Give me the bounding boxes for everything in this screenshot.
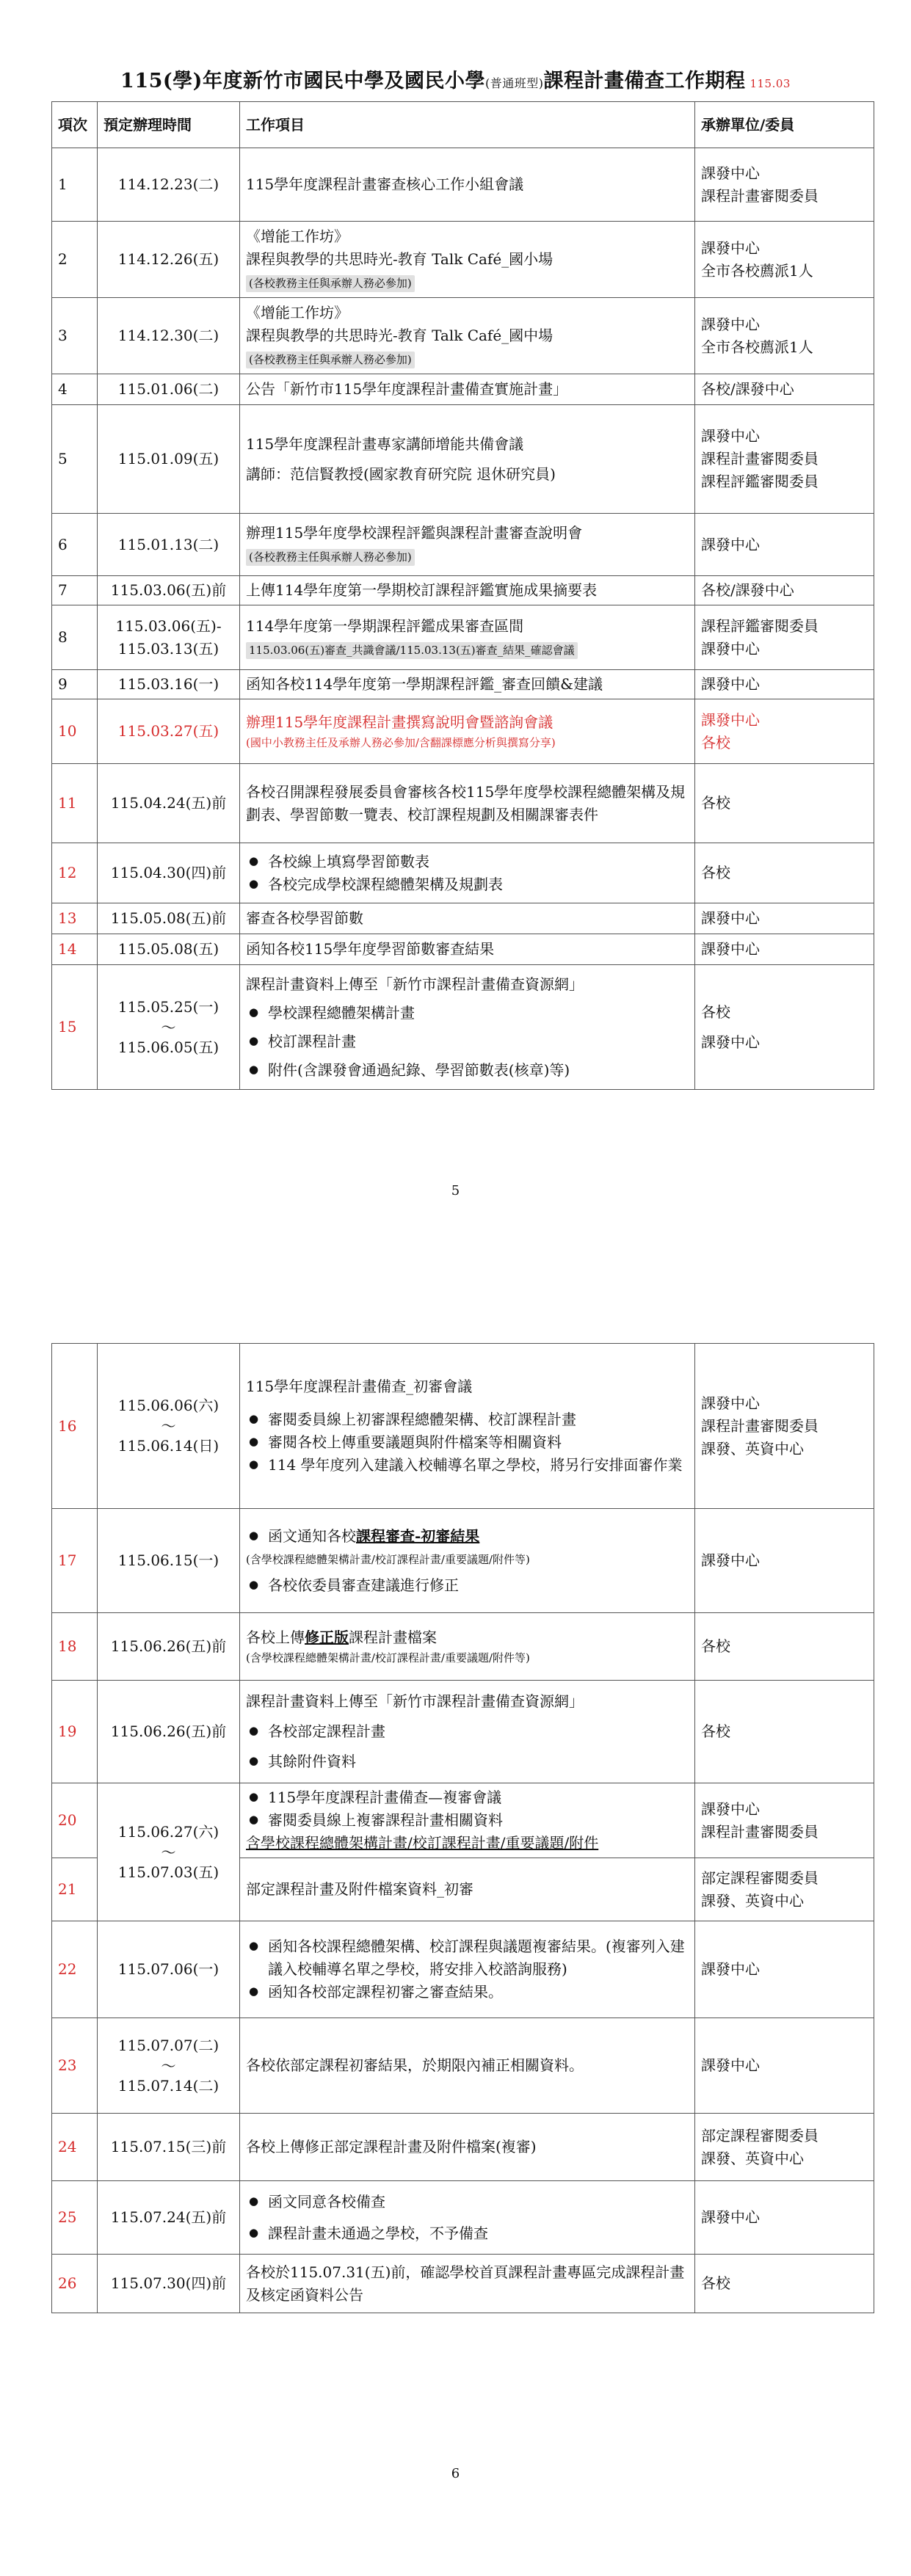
row-date: 115.05.25(一) ～ 115.06.05(五) bbox=[98, 965, 240, 1090]
table-row bbox=[52, 1783, 874, 1858]
schedule-table-page-5 bbox=[51, 101, 874, 1090]
row-unit: 課發中心 bbox=[695, 1509, 874, 1613]
row-task: 部定課程計畫及附件檔案資料_初審 bbox=[240, 1858, 695, 1921]
row-no: 16 bbox=[52, 1344, 98, 1509]
row-unit: 課發中心 課程計畫審閱委員 課程評鑑審閱委員 bbox=[695, 405, 874, 514]
row-date: 115.07.06(一) bbox=[98, 1921, 240, 2018]
table-row bbox=[52, 764, 874, 843]
bullet-item: ● 課程計畫未通過之學校，不予備查 bbox=[246, 2222, 689, 2245]
row-date: 115.03.06(五)前 bbox=[98, 576, 240, 605]
row-task: 公告「新竹市115學年度課程計畫備查實施計畫」 bbox=[240, 374, 695, 405]
row-task: 各校上傳修正部定課程計畫及附件檔案(複審) bbox=[240, 2114, 695, 2181]
page-number: 6 bbox=[451, 2466, 460, 2481]
table-row bbox=[52, 699, 874, 764]
row-task: 各校於115.07.31(五)前，確認學校首頁課程計畫專區完成課程計畫及核定函資料公告 bbox=[240, 2255, 695, 2313]
header-time: 預定辦理時間 bbox=[98, 102, 240, 148]
row-no: 19 bbox=[52, 1681, 98, 1783]
row-no: 24 bbox=[52, 2114, 98, 2181]
row-date: 115.07.30(四)前 bbox=[98, 2255, 240, 2313]
row-task: 辦理115學年度學校課程評鑑與課程計畫審查說明會 (各校教務主任與承辦人務必參加) bbox=[240, 514, 695, 576]
table-row bbox=[52, 1681, 874, 1783]
row-unit: 各校 bbox=[695, 843, 874, 903]
row-date: 115.03.06(五)- 115.03.13(五) bbox=[98, 605, 240, 670]
table-row bbox=[52, 2255, 874, 2313]
bullet-item: ● 各校部定課程計畫 bbox=[246, 1720, 689, 1743]
row-unit: 課發中心 全市各校薦派1人 bbox=[695, 222, 874, 298]
table-row bbox=[52, 298, 874, 374]
bullet-item: ● 審閱委員線上初審課程總體架構、校訂課程計畫 bbox=[246, 1408, 689, 1431]
bullet-item: ● 審閱委員線上複審課程計畫相關資料 bbox=[246, 1809, 689, 1832]
row-task: 114學年度第一學期課程評鑑成果審查區間 115.03.06(五)審查_共識會議/115.03.13(五)審查_結果_確認會議 bbox=[240, 605, 695, 670]
bullet-item: ● 函知各校課程總體架構、校訂課程與議題複審結果。(複審列入建議入校輔導名單之學校，將安排入校諮詢服務) bbox=[246, 1935, 689, 1981]
bullet-item: ● 校訂課程計畫 bbox=[246, 1030, 689, 1053]
note-badge: (各校教務主任與承辦人務必參加) bbox=[246, 352, 415, 368]
row-no: 11 bbox=[52, 764, 98, 843]
row-unit: 各校 bbox=[695, 1613, 874, 1681]
row-unit: 課發中心 課程計畫審閱委員 bbox=[695, 148, 874, 222]
bullet-item: ● 其餘附件資料 bbox=[246, 1750, 689, 1773]
row-no: 18 bbox=[52, 1613, 98, 1681]
row-task: 115學年度課程計畫專家講師增能共備會議 講師：范信賢教授(國家教育研究院 退休研究員) bbox=[240, 405, 695, 514]
row-unit: 課發中心 bbox=[695, 670, 874, 699]
bullet-item: ● 審閱各校上傳重要議題與附件檔案等相關資料 bbox=[246, 1431, 689, 1454]
table-row bbox=[52, 2018, 874, 2114]
row-task: 課程計畫資料上傳至「新竹市課程計畫備查資源網」 ● 各校部定課程計畫 ● 其餘附件資料 bbox=[240, 1681, 695, 1783]
table-row bbox=[52, 670, 874, 699]
table-row bbox=[52, 1509, 874, 1613]
table-row bbox=[52, 1344, 874, 1509]
row-no: 25 bbox=[52, 2181, 98, 2255]
row-unit: 各校 bbox=[695, 2255, 874, 2313]
title-small: (普通班型) bbox=[484, 76, 544, 90]
row-task bbox=[240, 843, 695, 903]
page-number: 5 bbox=[451, 1183, 460, 1198]
row-date: 115.06.06(六) ～ 115.06.14(日) bbox=[98, 1344, 240, 1509]
row-date: 115.03.16(一) bbox=[98, 670, 240, 699]
row-date: 115.06.15(一) bbox=[98, 1509, 240, 1613]
row-unit: 部定課程審閱委員 課發、英資中心 bbox=[695, 2114, 874, 2181]
bullet-item: ● 各校線上填寫學習節數表 bbox=[246, 851, 689, 873]
schedule-table-page-6 bbox=[51, 1343, 874, 2313]
row-date: 115.04.24(五)前 bbox=[98, 764, 240, 843]
row-task: 《增能工作坊》 課程與教學的共思時光-教育 Talk Café_國小場 (各校教務主任與承辦人務必參加) bbox=[240, 222, 695, 298]
note-badge: (各校教務主任與承辦人務必參加) bbox=[246, 549, 415, 566]
table-row bbox=[52, 514, 874, 576]
row-no: 2 bbox=[52, 222, 98, 298]
row-date: 114.12.23(二) bbox=[98, 148, 240, 222]
row-date: 114.12.30(二) bbox=[98, 298, 240, 374]
header-unit: 承辦單位/委員 bbox=[695, 102, 874, 148]
row-no: 14 bbox=[52, 934, 98, 965]
table-row bbox=[52, 148, 874, 222]
bullet-item: ● 115學年度課程計畫備查—複審會議 bbox=[246, 1786, 689, 1809]
table-row bbox=[52, 374, 874, 405]
bullet-item: ● 各校依委員審查建議進行修正 bbox=[246, 1574, 689, 1597]
row-unit: 課發中心 bbox=[695, 2181, 874, 2255]
table-row bbox=[52, 222, 874, 298]
page-title bbox=[51, 65, 860, 93]
table-row bbox=[52, 934, 874, 965]
row-unit: 課發中心 bbox=[695, 903, 874, 934]
note-badge: (各校教務主任與承辦人務必參加) bbox=[246, 275, 415, 292]
row-task bbox=[240, 1921, 695, 2018]
row-no: 10 bbox=[52, 699, 98, 764]
bullet-item: ● 函知各校部定課程初審之審查結果。 bbox=[246, 1981, 689, 2004]
row-unit: 課發中心 課程計畫審閱委員 bbox=[695, 1783, 874, 1858]
row-no: 1 bbox=[52, 148, 98, 222]
note-text: (含學校課程總體架構計畫/校訂課程計畫/重要議題/附件等) bbox=[246, 1552, 530, 1566]
table-row bbox=[52, 965, 874, 1090]
table-row bbox=[52, 2181, 874, 2255]
table-row bbox=[52, 605, 874, 670]
row-unit: 課發中心 bbox=[695, 2018, 874, 2114]
row-unit: 各校 bbox=[695, 1681, 874, 1783]
table-row bbox=[52, 2114, 874, 2181]
row-task: 115學年度課程計畫備查_初審會議 ● 審閱委員線上初審課程總體架構、校訂課程計畫 ● 審閱各校上傳重要議題與附件檔案等相關資料 ● 114 學年度列入建議入校輔導名單之學校，將另行安排面審作業 bbox=[240, 1344, 695, 1509]
table-row bbox=[52, 903, 874, 934]
row-unit: 課發中心 各校 bbox=[695, 699, 874, 764]
bullet-item: ● 函文同意各校備查 bbox=[246, 2191, 689, 2213]
row-unit: 各校 課發中心 bbox=[695, 965, 874, 1090]
row-unit: 課發中心 bbox=[695, 514, 874, 576]
row-task: ● 115學年度課程計畫備查—複審會議 ● 審閱委員線上複審課程計畫相關資料 含學校課程總體架構計畫/校訂課程計畫/重要議題/附件 bbox=[240, 1783, 695, 1858]
table-row bbox=[52, 1613, 874, 1681]
row-date: 115.01.13(二) bbox=[98, 514, 240, 576]
note-badge: 115.03.06(五)審查_共識會議/115.03.13(五)審查_結果_確認會議 bbox=[246, 642, 578, 659]
row-task: 各校召開課程發展委員會審核各校115學年度學校課程總體架構及規劃表、學習節數一覽表、校訂課程規劃及相關課審表件 bbox=[240, 764, 695, 843]
row-no: 6 bbox=[52, 514, 98, 576]
row-no: 7 bbox=[52, 576, 98, 605]
row-no: 3 bbox=[52, 298, 98, 374]
row-date: 115.07.07(二) ～ 115.07.14(二) bbox=[98, 2018, 240, 2114]
row-task: 《增能工作坊》 課程與教學的共思時光-教育 Talk Café_國中場 (各校教務主任與承辦人務必參加) bbox=[240, 298, 695, 374]
row-no: 15 bbox=[52, 965, 98, 1090]
row-no: 20 bbox=[52, 1783, 98, 1858]
note-text: (國中小教務主任及承辦人務必參加/含翻課標應分析與撰寫分享) bbox=[246, 736, 556, 749]
row-no: 12 bbox=[52, 843, 98, 903]
row-unit: 課發中心 課程計畫審閱委員 課發、英資中心 bbox=[695, 1344, 874, 1509]
row-unit: 各校/課發中心 bbox=[695, 576, 874, 605]
row-date: 115.01.09(五) bbox=[98, 405, 240, 514]
title-main-1: 115(學)年度新竹市國民中學及國民小學 bbox=[120, 70, 485, 92]
row-no: 17 bbox=[52, 1509, 98, 1613]
row-no: 13 bbox=[52, 903, 98, 934]
row-date: 115.07.15(三)前 bbox=[98, 2114, 240, 2181]
row-date: 115.06.27(六) ～ 115.07.03(五) bbox=[98, 1783, 240, 1921]
row-no: 22 bbox=[52, 1921, 98, 2018]
table-row bbox=[52, 843, 874, 903]
row-task: 課程計畫資料上傳至「新竹市課程計畫備查資源網」 ● 學校課程總體架構計畫 ● 校訂課程計畫 ● 附件(含課發會通過紀錄、學習節數表(核章)等) bbox=[240, 965, 695, 1090]
row-date: 115.05.08(五) bbox=[98, 934, 240, 965]
bullet-item: ● 附件(含課發會通過紀錄、學習節數表(核章)等) bbox=[246, 1059, 689, 1082]
row-unit: 各校 bbox=[695, 764, 874, 843]
row-task: 115學年度課程計畫審查核心工作小組會議 bbox=[240, 148, 695, 222]
bullet-item: ● 學校課程總體架構計畫 bbox=[246, 1002, 689, 1025]
header-task: 工作項目 bbox=[240, 102, 695, 148]
table-row bbox=[52, 1921, 874, 2018]
row-task: 上傳114學年度第一學期校訂課程評鑑實施成果摘要表 bbox=[240, 576, 695, 605]
row-date: 115.01.06(二) bbox=[98, 374, 240, 405]
note-text: (含學校課程總體架構計畫/校訂課程計畫/重要議題/附件等) bbox=[246, 1651, 530, 1664]
row-unit: 課發中心 全市各校薦派1人 bbox=[695, 298, 874, 374]
row-unit: 課程評鑑審閱委員 課發中心 bbox=[695, 605, 874, 670]
row-date: 115.06.26(五)前 bbox=[98, 1613, 240, 1681]
table-header-row bbox=[52, 102, 874, 148]
row-date: 115.07.24(五)前 bbox=[98, 2181, 240, 2255]
row-task: 各校依部定課程初審結果，於期限內補正相關資料。 bbox=[240, 2018, 695, 2114]
row-task: 函知各校115學年度學習節數審查結果 bbox=[240, 934, 695, 965]
row-no: 21 bbox=[52, 1858, 98, 1921]
row-no: 8 bbox=[52, 605, 98, 670]
row-task: 各校上傳修正版課程計畫檔案 (含學校課程總體架構計畫/校訂課程計畫/重要議題/附件等) bbox=[240, 1613, 695, 1681]
row-task bbox=[240, 1509, 695, 1613]
row-task: 辦理115學年度課程計畫撰寫說明會暨諮詢會議 (國中小教務主任及承辦人務必參加/含翻課標應分析與撰寫分享) bbox=[240, 699, 695, 764]
row-task: 函知各校114學年度第一學期課程評鑑_審查回饋&建議 bbox=[240, 670, 695, 699]
title-main-2: 課程計畫備查工作期程 bbox=[543, 70, 746, 92]
header-no: 項次 bbox=[52, 102, 98, 148]
row-date: 114.12.26(五) bbox=[98, 222, 240, 298]
bullet-item: ● 各校完成學校課程總體架構及規劃表 bbox=[246, 873, 689, 896]
row-date: 115.04.30(四)前 bbox=[98, 843, 240, 903]
bullet-item: ● 114 學年度列入建議入校輔導名單之學校，將另行安排面審作業 bbox=[246, 1454, 689, 1477]
row-task: 審查各校學習節數 bbox=[240, 903, 695, 934]
bullet-item: ● 函文通知各校課程審查-初審結果 bbox=[246, 1525, 689, 1548]
table-row bbox=[52, 405, 874, 514]
row-unit: 各校/課發中心 bbox=[695, 374, 874, 405]
row-task bbox=[240, 2181, 695, 2255]
row-no: 26 bbox=[52, 2255, 98, 2313]
row-no: 5 bbox=[52, 405, 98, 514]
table-row bbox=[52, 576, 874, 605]
row-unit: 課發中心 bbox=[695, 1921, 874, 2018]
row-unit: 課發中心 bbox=[695, 934, 874, 965]
row-no: 4 bbox=[52, 374, 98, 405]
row-date: 115.05.08(五)前 bbox=[98, 903, 240, 934]
row-no: 23 bbox=[52, 2018, 98, 2114]
title-version: 115.03 bbox=[750, 77, 791, 90]
row-no: 9 bbox=[52, 670, 98, 699]
row-unit: 部定課程審閱委員 課發、英資中心 bbox=[695, 1858, 874, 1921]
row-date: 115.06.26(五)前 bbox=[98, 1681, 240, 1783]
row-date: 115.03.27(五) bbox=[98, 699, 240, 764]
